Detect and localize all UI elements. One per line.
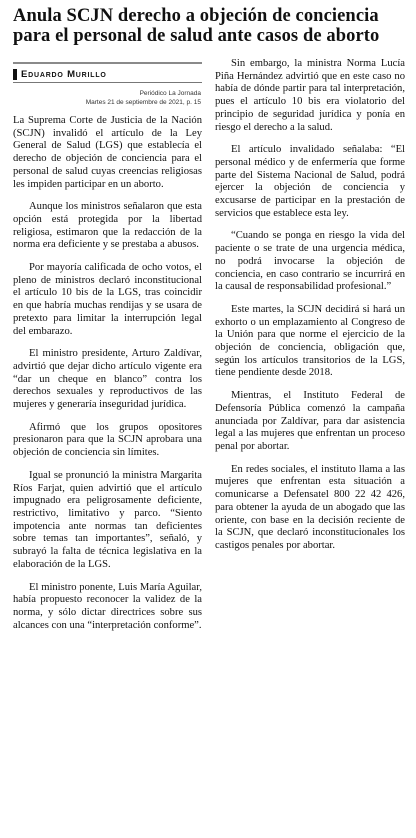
paragraph: Por mayoría calificada de ocho votos, el pleno de ministros declaró inconstitucional el artículo 10 bis de la LGS, tras coincidir en que habría muchas rendijas y se usara de pretexto para limitar la interrupción legal del embarazo. — [13, 262, 202, 337]
headline: Anula SCJN derecho a objeción de conciencia para el personal de salud ante casos de aborto — [13, 6, 380, 46]
paragraph: La Suprema Corte de Justicia de la Nación (SCJN) invalidó el artículo de la Ley General de Salud (LGS) que establecía el derecho de objeción de conciencia para el personal de salud cuyas creencias religiosas les impiden participar en un aborto. — [13, 115, 202, 190]
byline-author: Eduardo Murillo — [21, 68, 107, 80]
byline — [13, 68, 202, 80]
paragraph: “Cuando se ponga en riesgo la vida del paciente o se trate de una urgencia médica, no podrá invocarse la objeción de conciencia, en caso contrario se incurrirá en la causal de responsabilidad profesional.” — [215, 230, 405, 293]
paragraph: Mientras, el Instituto Federal de Defensoría Pública comenzó la campaña anunciada por Zaldívar, para dar asistencia legal a las mujeres que enfrentan un proceso penal por abortar. — [215, 390, 405, 452]
paragraph: En redes sociales, el instituto llama a las mujeres que enfrentan esta situación a comunicarse a Defensatel 800 22 42 426, para obtener la ayuda de un abogado que las oriente, con base en la decisión reciente de la SCJN, que declaró inconstitucionales los castigos penales por abortar. — [215, 463, 405, 551]
byline-bottom-rule — [13, 82, 202, 83]
paragraph: El ministro ponente, Luis María Aguilar, había propuesto reconocer la validez de la norma, y sólo dictar directrices sobre sus alcances con una “interpretación conforme”. — [13, 581, 202, 631]
right-column — [215, 58, 405, 642]
paragraph: El artículo invalidado señalaba: “El personal médico y de enfermería que forme parte del Sistema Nacional de Salud, podrá ejercer la objeción de conciencia y excusarse de participar en la prestación de servicios que establece esta ley. — [215, 144, 405, 219]
source-date: Martes 21 de septiembre de 2021, p. 15 — [85, 99, 201, 106]
paragraph: Igual se pronunció la ministra Margarita Ríos Farjat, quien advirtió que el artículo impugnado era peligrosamente deficiente, restrictivo, limitativo y parco. “Siento impotencia ante normas tan deficientes sobre temas tan importantes”, señaló, y subrayó la falta de técnica legislativa en la elaboración de la LGS. — [13, 469, 202, 570]
paragraph: Este martes, la SCJN decidirá si hará un exhorto o un emplazamiento al Congreso de la Unión para que norme el ejercicio de la objeción de conciencia, obligación que, según los artículos transitorios de la LGS, tiene pendiente desde 2018. — [215, 303, 405, 379]
left-column — [13, 58, 202, 642]
byline-top-rule — [13, 62, 202, 64]
source-credit — [13, 89, 201, 107]
article-columns — [13, 58, 405, 642]
source-publication: Periódico La Jornada — [139, 90, 201, 97]
paragraph: Afirmó que los grupos opositores presionaron para que la SCJN aprobara una objeción de conciencia sin límites. — [13, 421, 202, 459]
paragraph: El ministro presidente, Arturo Zaldívar, advirtió que dejar dicho artículo vigente era “dar un cheque en blanco” contra los derechos sexuales y reproductivos de las mujeres y generaría inseguridad jurídica. — [13, 348, 202, 411]
byline-marker — [13, 69, 17, 80]
paragraph: Sin embargo, la ministra Norma Lucía Piña Hernández advirtió que en este caso no había de dónde partir para tal interpretación, pues el artículo 10 bis era violatorio del principio de seguridad jurídica y ponía en riesgo el derecho a la salud. — [215, 58, 405, 133]
paragraph: Aunque los ministros señalaron que esta opción está protegida por la libertad religiosa, estimaron que la redacción de la norma era deficiente y se prestaba a abusos. — [13, 201, 202, 251]
